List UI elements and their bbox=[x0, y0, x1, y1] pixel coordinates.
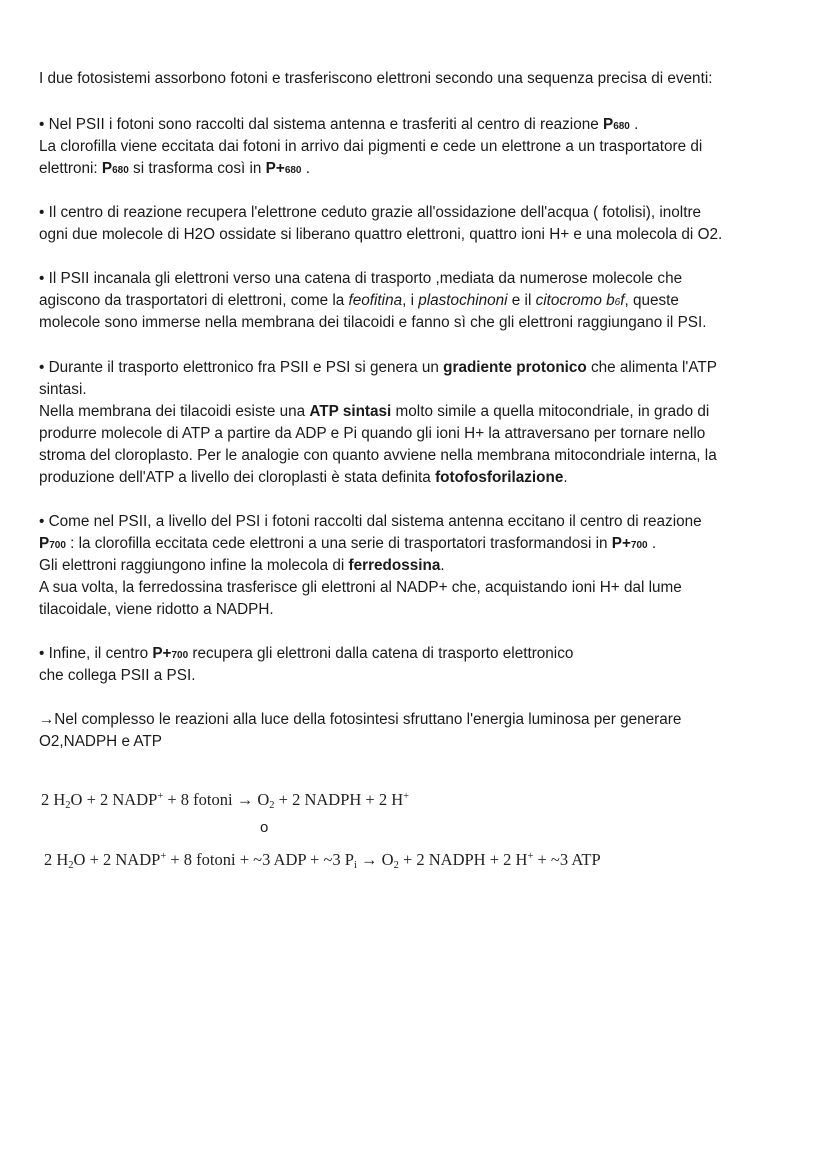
text: si trasforma così in bbox=[128, 160, 266, 177]
eq-text: → O bbox=[356, 850, 394, 869]
p680-subscript: 680 bbox=[613, 121, 630, 132]
eq-text: + 8 fotoni → O bbox=[163, 790, 270, 809]
p680-subscript: 680 bbox=[112, 165, 129, 176]
psi-paragraph-line-5: tilacoidale, viene ridotto a NADPH. bbox=[39, 601, 274, 618]
eq-superscript: + bbox=[160, 851, 167, 862]
text: e il bbox=[507, 292, 536, 309]
p680-label: P bbox=[101, 160, 113, 177]
eq-subscript: 2 bbox=[65, 800, 71, 811]
feofitina-term: feofitina bbox=[348, 292, 403, 309]
summary-line-2: O2,NADPH e ATP bbox=[39, 733, 162, 750]
text: : la clorofilla eccitata cede elettroni a una serie di trasportatori trasformandosi in bbox=[65, 535, 612, 552]
final-paragraph-line-1 bbox=[39, 643, 809, 667]
text: . bbox=[563, 469, 568, 486]
eq-subscript: 2 bbox=[68, 860, 74, 871]
final-paragraph-line-2: che collega PSII a PSI. bbox=[39, 667, 196, 684]
psi-paragraph-line-1: • Come nel PSII, a livello del PSI i fotoni raccolti dal sistema antenna eccitano il centro di reazione bbox=[39, 513, 702, 530]
text: , i bbox=[402, 292, 419, 309]
text: . bbox=[440, 557, 445, 574]
eq-superscript: + bbox=[403, 791, 410, 802]
gradient-paragraph-line-2: sintasi. bbox=[39, 381, 87, 398]
psii-paragraph-line-2: La clorofilla viene eccitata dai fotoni in arrivo dai pigmenti e cede un elettrone a un trasportatore di bbox=[39, 138, 703, 155]
text: agiscono da trasportatori di elettroni, come la bbox=[39, 292, 349, 309]
p700-subscript: 700 bbox=[49, 540, 66, 551]
p700-label: P bbox=[39, 535, 50, 552]
text: elettroni: bbox=[39, 160, 102, 177]
eq-text: + ~3 ATP bbox=[533, 850, 601, 869]
text: , queste bbox=[624, 292, 679, 309]
text: Nella membrana dei tilacoidi esiste una bbox=[39, 403, 310, 420]
eq-text: O + 2 NADP bbox=[70, 790, 158, 809]
psi-paragraph-line-4: A sua volta, la ferredossina trasferisce gli elettroni al NADP+ che, acquistando ioni H+ dal lume bbox=[39, 579, 682, 596]
p700-oxidized-label: P+ bbox=[611, 535, 631, 552]
gradiente-protonico-term: gradiente protonico bbox=[443, 359, 587, 376]
text: produzione dell'ATP a livello dei cloroplasti è stata definita bbox=[39, 469, 436, 486]
p700-subscript: 700 bbox=[630, 540, 648, 551]
equation-2 bbox=[44, 846, 601, 877]
eq-text: 2 H bbox=[44, 850, 69, 869]
p700-subscript: 700 bbox=[171, 650, 189, 661]
p680-oxidized-label: P+ bbox=[265, 160, 285, 177]
or-separator: o bbox=[260, 819, 269, 836]
plastochinoni-term: plastochinoni bbox=[418, 292, 508, 309]
p700-oxidized-label: P+ bbox=[152, 645, 172, 662]
eq-subscript: 2 bbox=[393, 860, 399, 871]
psi-paragraph-line-3 bbox=[39, 555, 809, 577]
citocromo-term-end: f bbox=[620, 292, 625, 309]
eq-text: + 8 fotoni + ~3 ADP + ~3 P bbox=[166, 850, 354, 869]
equation-1 bbox=[41, 786, 409, 817]
gradient-paragraph-line-5: stroma del cloroplasto. Per le analogie con quanto avviene nella membrana mitocondriale interna, la bbox=[39, 447, 717, 464]
transport-paragraph-line-2 bbox=[39, 290, 809, 314]
eq-subscript: 2 bbox=[269, 800, 275, 811]
gradient-paragraph-line-3 bbox=[39, 401, 809, 423]
text: recupera gli elettroni dalla catena di trasporto elettronico bbox=[188, 645, 574, 662]
text: . bbox=[629, 116, 639, 133]
text: molto simile a quella mitocondriale, in grado di bbox=[391, 403, 710, 420]
text: che alimenta l'ATP bbox=[586, 359, 717, 376]
summary-line-1: →Nel complesso le reazioni alla luce della fotosintesi sfruttano l'energia luminosa per generare bbox=[39, 711, 682, 728]
intro-line: I due fotosistemi assorbono fotoni e trasferiscono elettroni secondo una sequenza precisa di eventi: bbox=[39, 70, 713, 87]
psii-paragraph-line-1 bbox=[39, 114, 809, 138]
text: • Durante il trasporto elettronico fra PSII e PSI si genera un bbox=[39, 359, 444, 376]
transport-paragraph-line-3: molecole sono immerse nella membrana dei tilacoidi e fanno sì che gli elettroni raggiungano il PSI. bbox=[39, 314, 707, 331]
text: • Infine, il centro bbox=[39, 645, 153, 662]
ferredossina-term: ferredossina bbox=[348, 557, 441, 574]
fotofosforilazione-term: fotofosforilazione bbox=[435, 469, 564, 486]
gradient-paragraph-line-6 bbox=[39, 467, 809, 489]
eq-text: 2 H bbox=[41, 790, 66, 809]
p680-subscript: 680 bbox=[284, 165, 302, 176]
p680-label: P bbox=[602, 116, 614, 133]
psi-paragraph-line-2 bbox=[39, 533, 809, 557]
eq-text: + 2 NADPH + 2 H bbox=[274, 790, 404, 809]
eq-text: + 2 NADPH + 2 H bbox=[398, 850, 528, 869]
photolysis-paragraph-line-1: • Il centro di reazione recupera l'elettrone ceduto grazie all'ossidazione dell'acqua ( fotolisi), inoltre bbox=[39, 204, 702, 221]
gradient-paragraph-line-4: produrre molecole di ATP a partire da ADP e Pi quando gli ioni H+ la attraversano per tornare nello bbox=[39, 425, 706, 442]
psii-paragraph-line-3 bbox=[39, 158, 809, 182]
text: • Nel PSII i fotoni sono raccolti dal sistema antenna e trasferiti al centro di reazione bbox=[39, 116, 603, 133]
eq-superscript: + bbox=[157, 791, 164, 802]
atp-sintasi-term: ATP sintasi bbox=[309, 403, 392, 420]
eq-text: O + 2 NADP bbox=[73, 850, 161, 869]
gradient-paragraph-line-1 bbox=[39, 357, 809, 379]
eq-superscript: + bbox=[527, 851, 534, 862]
citocromo-term: citocromo b bbox=[535, 292, 615, 309]
photolysis-paragraph-line-2: ogni due molecole di H2O ossidate si liberano quattro elettroni, quattro ioni H+ e una molecola di O2. bbox=[39, 226, 723, 243]
text: . bbox=[647, 535, 657, 552]
eq-subscript: i bbox=[353, 860, 357, 871]
text: Gli elettroni raggiungono infine la molecola di bbox=[39, 557, 349, 574]
transport-paragraph-line-1: • Il PSII incanala gli elettroni verso una catena di trasporto ,mediata da numerose molecole che bbox=[39, 270, 683, 287]
text: . bbox=[301, 160, 310, 177]
citocromo-subscript: 6 bbox=[614, 297, 621, 308]
